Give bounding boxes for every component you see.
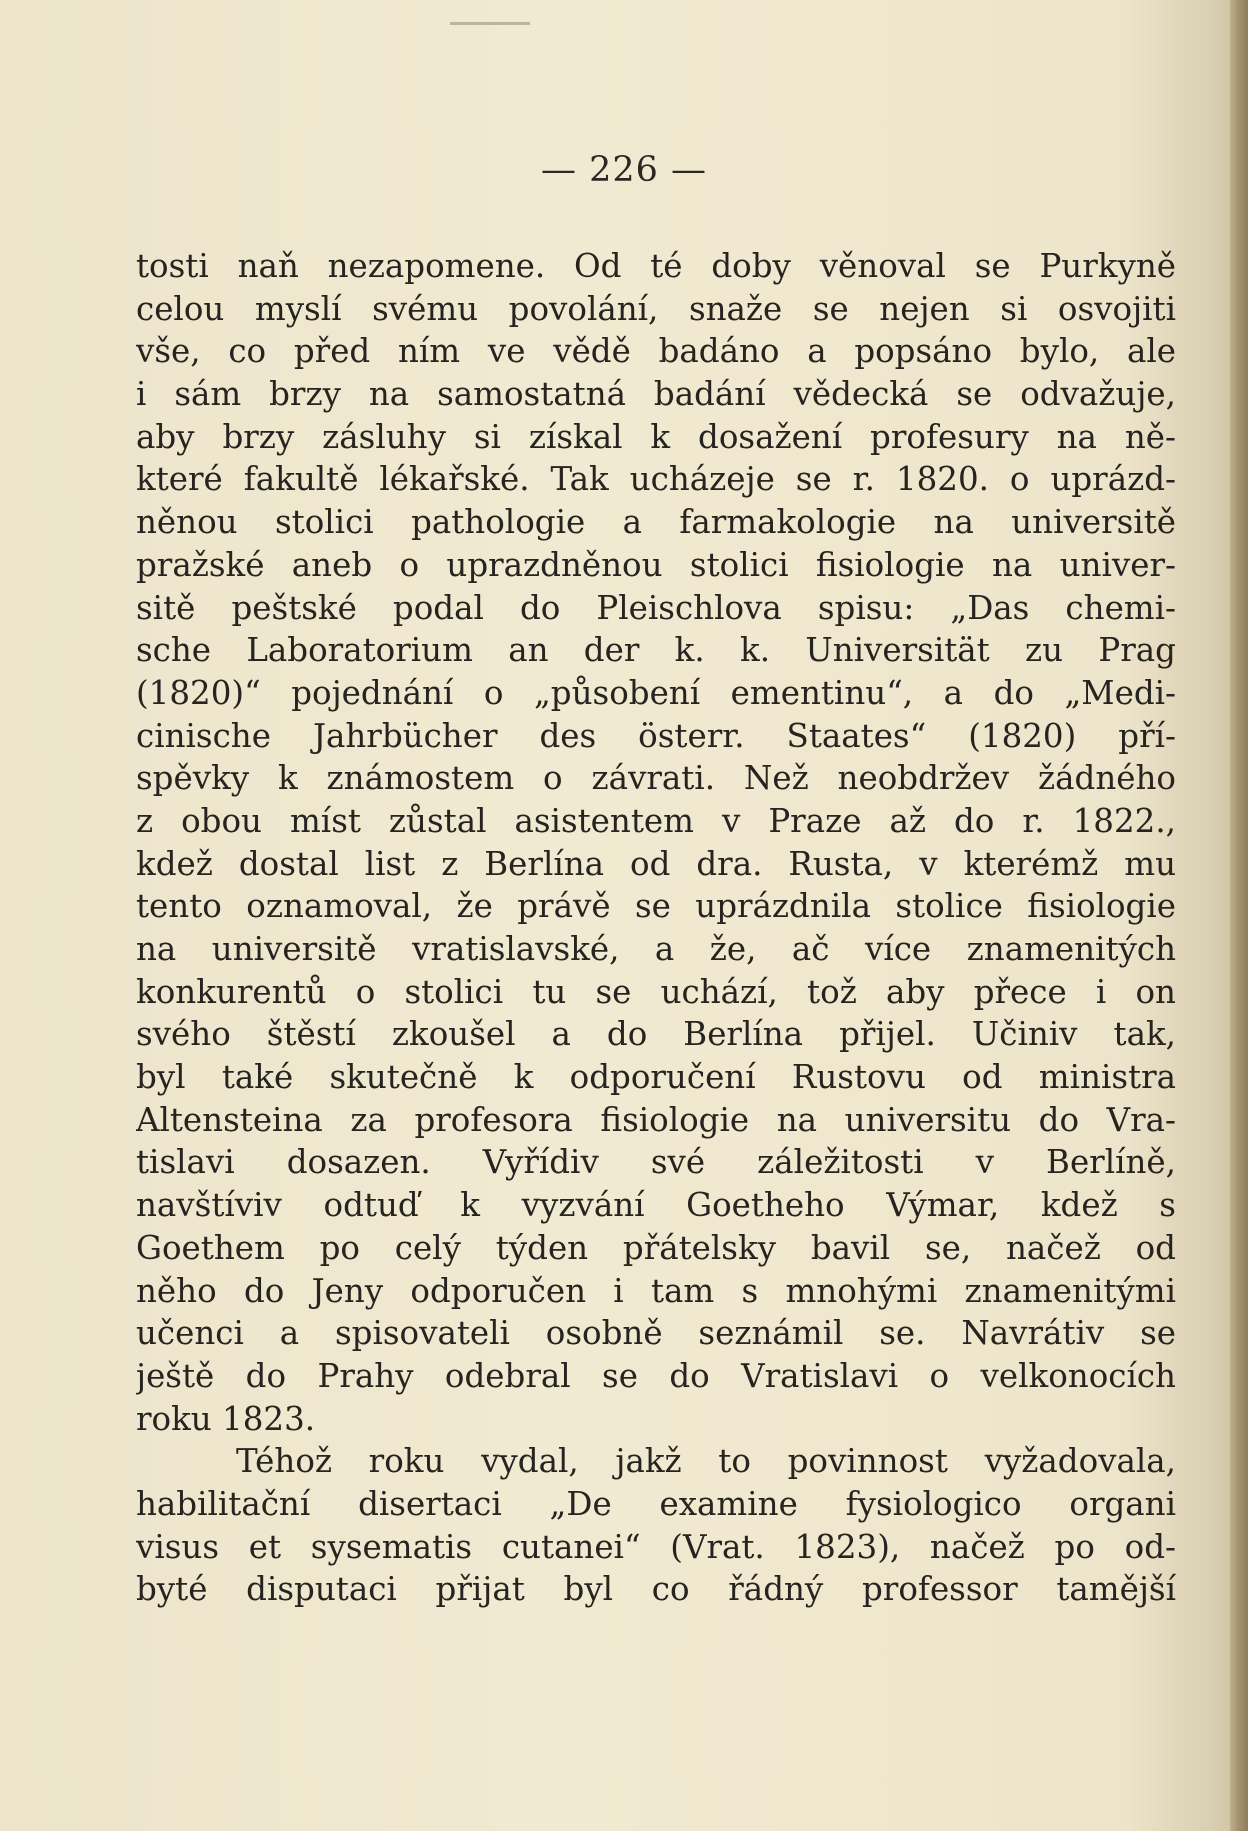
- text-line: habilitační disertaci „De examine fysiologico organi: [136, 1484, 1176, 1523]
- text-line: něnou stolici pathologie a farmakologie na universitě: [136, 503, 1176, 542]
- page-gutter-edge: [1230, 0, 1248, 1831]
- text-line: tosti naň nezapomene. Od té doby věnoval se Purkyně: [136, 247, 1176, 285]
- body-text: [136, 245, 1176, 1611]
- text-line: sitě peštské podal do Pleischlova spisu: „Das chemi-: [136, 588, 1176, 627]
- text-line: roku 1823.: [136, 1399, 316, 1438]
- text-line: byté disputaci přijat byl co řádný professor tamější: [136, 1570, 1176, 1609]
- text-line: vše, co před ním ve vědě badáno a popsáno bylo, ale: [136, 332, 1176, 371]
- text-line: Goethem po celý týden přátelsky bavil se, načež od: [136, 1228, 1176, 1267]
- text-line: i sám brzy na samostatná badání vědecká se odvažuje,: [136, 375, 1176, 414]
- text-line: kdež dostal list z Berlína od dra. Rusta, v kterémž mu: [136, 844, 1176, 883]
- text-line: celou myslí svému povolání, snaže se nejen si osvojiti: [136, 289, 1176, 328]
- text-line: sche Laboratorium an der k. k. Universität zu Prag: [136, 631, 1176, 670]
- text-line: spěvky k známostem o závrati. Než neobdržev žádného: [136, 759, 1176, 798]
- text-line: navštíviv odtuď k vyzvání Goetheho Výmar, kdež s: [136, 1186, 1176, 1225]
- text-line: (1820)“ pojednání o „působení ementinu“, a do „Medi-: [136, 673, 1176, 712]
- text-line: pražské aneb o uprazdněnou stolici fisiologie na univer-: [136, 545, 1176, 584]
- text-line: cinische Jahrbücher des österr. Staates“ (1820) pří-: [136, 716, 1176, 755]
- paragraph-1: [136, 245, 1176, 1440]
- text-line: tislavi dosazen. Vyřídiv své záležitosti v Berlíně,: [136, 1143, 1176, 1182]
- text-line: učenci a spisovateli osobně seznámil se. Navrátiv se: [136, 1314, 1176, 1353]
- top-edge-mark: [450, 22, 530, 25]
- text-line: na universitě vratislavské, a že, ač více znamenitých: [136, 930, 1176, 968]
- text-line: které fakultě lékařské. Tak ucházeje se r. 1820. o uprázd-: [136, 460, 1176, 499]
- text-line: ještě do Prahy odebral se do Vratislavi o velkonocích: [136, 1356, 1176, 1395]
- text-line: konkurentů o stolici tu se uchází, tož aby přece i on: [136, 972, 1176, 1011]
- paragraph-2: [136, 1440, 1176, 1611]
- text-line: svého štěstí zkoušel a do Berlína přijel. Učiniv tak,: [136, 1015, 1176, 1054]
- text-line: tento oznamoval, že právě se uprázdnila stolice fisiologie: [136, 887, 1176, 926]
- text-line: aby brzy zásluhy si získal k dosažení profesury na ně-: [136, 417, 1176, 456]
- text-line: Altensteina za profesora fisiologie na universitu do Vra-: [136, 1100, 1176, 1139]
- text-line: byl také skutečně k odporučení Rustovu od ministra: [136, 1058, 1176, 1097]
- text-line: Téhož roku vydal, jakž to povinnost vyžadovala,: [236, 1442, 1176, 1481]
- text-line: něho do Jeny odporučen i tam s mnohými znamenitými: [136, 1271, 1176, 1310]
- page-number: — 226 —: [540, 150, 708, 190]
- text-line: z obou míst zůstal asistentem v Praze až do r. 1822.,: [136, 801, 1176, 840]
- text-line: visus et sysematis cutanei“ (Vrat. 1823), načež po od-: [136, 1527, 1176, 1566]
